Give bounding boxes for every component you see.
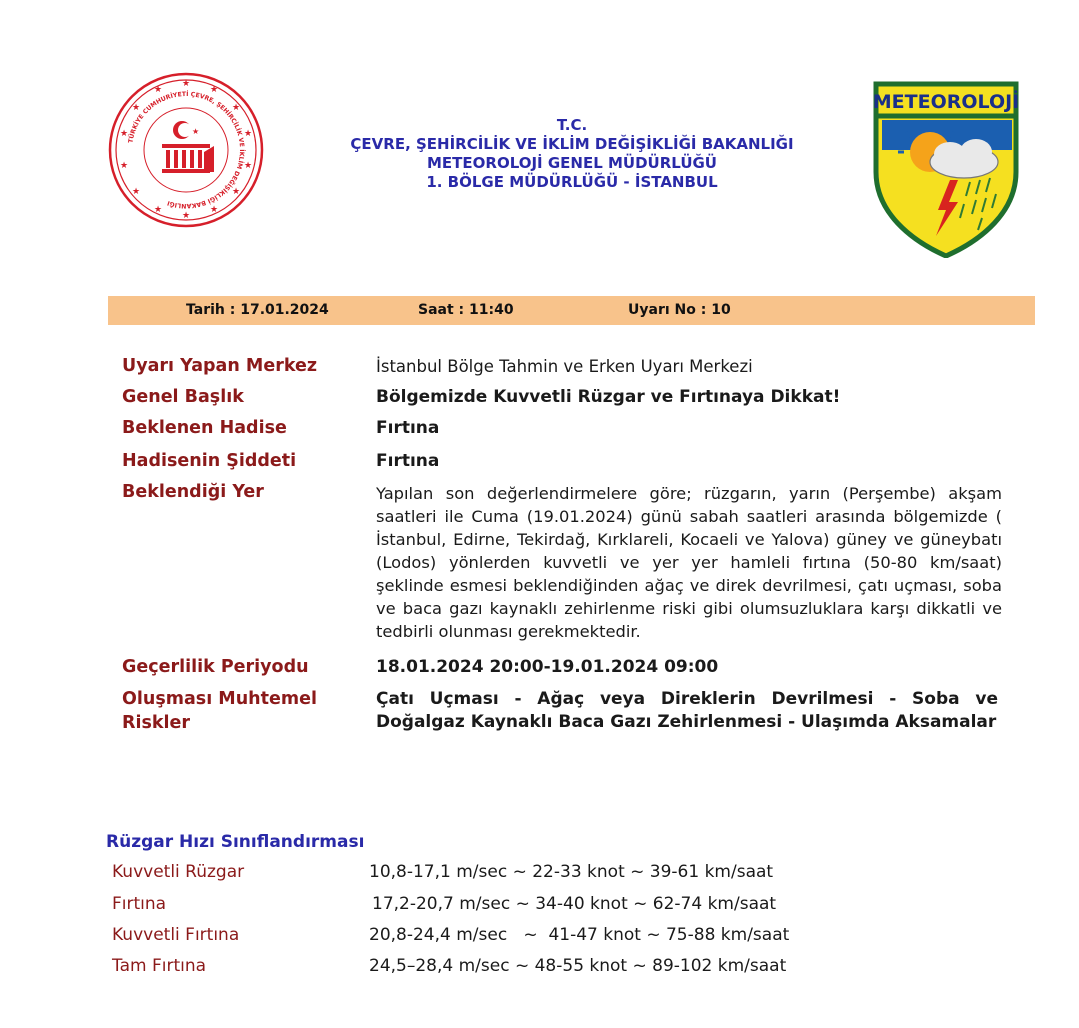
- severity-value: Fırtına: [376, 451, 440, 471]
- title-value: Bölgemizde Kuvvetli Rüzgar ve Fırtınaya Dikkat!: [376, 387, 841, 407]
- svg-text:★: ★: [131, 187, 141, 197]
- wind-row-name: Fırtına: [112, 894, 167, 914]
- validity-value: 18.01.2024 20:00-19.01.2024 09:00: [376, 657, 719, 677]
- event-value: Fırtına: [376, 418, 440, 438]
- wind-row-name: Kuvvetli Rüzgar: [112, 862, 245, 882]
- svg-text:★: ★: [153, 205, 163, 215]
- svg-text:★: ★: [209, 85, 219, 95]
- svg-text:★: ★: [231, 187, 241, 197]
- header-line-ministry: ÇEVRE, ŞEHİRCİLİK VE İKLİM DEĞİŞİKLİĞİ BAKANLIĞI: [350, 135, 794, 153]
- warning-date: Tarih : 17.01.2024: [186, 302, 329, 318]
- warning-info-bar: [108, 296, 1035, 325]
- header-title-block: [300, 116, 844, 192]
- svg-text:★: ★: [243, 161, 253, 171]
- validity-label: Geçerlilik Periyodu: [122, 657, 309, 677]
- severity-label: Hadisenin Şiddeti: [122, 451, 297, 471]
- svg-text:★: ★: [119, 129, 129, 139]
- wind-row-value: 20,8-24,4 m/sec ~ 41-47 knot ~ 75-88 km/saat: [369, 925, 790, 945]
- wind-row-name: Tam Fırtına: [112, 956, 207, 976]
- header-line-directorate: METEOROLOJİ GENEL MÜDÜRLÜĞÜ: [427, 154, 717, 172]
- wind-row-value: 17,2-20,7 m/sec ~ 34-40 knot ~ 62-74 km/saat: [372, 894, 777, 914]
- wind-row-value: 10,8-17,1 m/sec ~ 22-33 knot ~ 39-61 km/saat: [369, 862, 774, 882]
- wind-row-name: Kuvvetli Fırtına: [112, 925, 240, 945]
- svg-text:★: ★: [243, 129, 253, 139]
- svg-text:★: ★: [131, 103, 141, 113]
- risks-label-line1: Oluşması Muhtemel: [122, 689, 317, 709]
- ministry-seal-logo: [108, 72, 264, 228]
- place-value: Yapılan son değerlendirmelere göre; rüzgarın, yarın (Perşembe) akşam saatleri ile Cuma (19.01.2024) günü sabah saatleri arasında bölgemizde ( İstanbul, Edirne, Tekirdağ, Kırklareli, Kocaeli ve Yalova) güney ve güneybatı (Lodos) yönlerden kuvvetli ve yer yer hamleli fırtına (50-80 km/saat) şeklinde esmesi beklendiğinden ağaç ve direk devrilmesi, çatı uçması, soba ve baca gazı kaynaklı zehirlenme riski gibi olumsuzluklara karşı dikkatli ve tedbirli olunması gerekmektedir.: [376, 484, 1002, 641]
- svg-text:★: ★: [209, 205, 219, 215]
- wind-row-value: 24,5–28,4 m/sec ~ 48-55 knot ~ 89-102 km/saat: [369, 956, 787, 976]
- warning-time: Saat : 11:40: [418, 302, 514, 318]
- risks-label-line2: Riskler: [122, 713, 191, 733]
- wind-classification-title: Rüzgar Hızı Sınıflandırması: [106, 832, 365, 852]
- risks-value: Çatı Uçması - Ağaç veya Direklerin Devrilmesi - Soba ve Doğalgaz Kaynaklı Baca Gazı Zehirlenmesi - Ulaşımda Aksamalar: [376, 689, 998, 732]
- seal-ring-text: TÜRKİYE CUMHURİYETİ ÇEVRE, ŞEHİRCİLİK VE İKLİM DEĞİŞİKLİĞİ BAKANLIĞI: [127, 90, 246, 210]
- place-label: Beklendiği Yer: [122, 482, 264, 502]
- svg-text:★: ★: [231, 103, 241, 113]
- svg-text:★: ★: [153, 85, 163, 95]
- svg-text:★: ★: [181, 79, 191, 89]
- event-label: Beklenen Hadise: [122, 418, 287, 438]
- risks-label: [122, 687, 362, 735]
- svg-text:★: ★: [119, 161, 129, 171]
- logo-text: METEOROLOJİ: [872, 91, 1020, 113]
- header-line-tc: T.C.: [556, 116, 588, 134]
- title-label: Genel Başlık: [122, 387, 244, 407]
- header-line-region: 1. BÖLGE MÜDÜRLÜĞÜ - İSTANBUL: [426, 173, 718, 191]
- svg-text:★: ★: [192, 127, 200, 136]
- warning-number: Uyarı No : 10: [628, 302, 731, 318]
- center-label: Uyarı Yapan Merkez: [122, 356, 318, 376]
- center-value: İstanbul Bölge Tahmin ve Erken Uyarı Merkezi: [376, 357, 753, 376]
- meteoroloji-logo: [872, 80, 1020, 258]
- svg-text:★: ★: [181, 211, 191, 221]
